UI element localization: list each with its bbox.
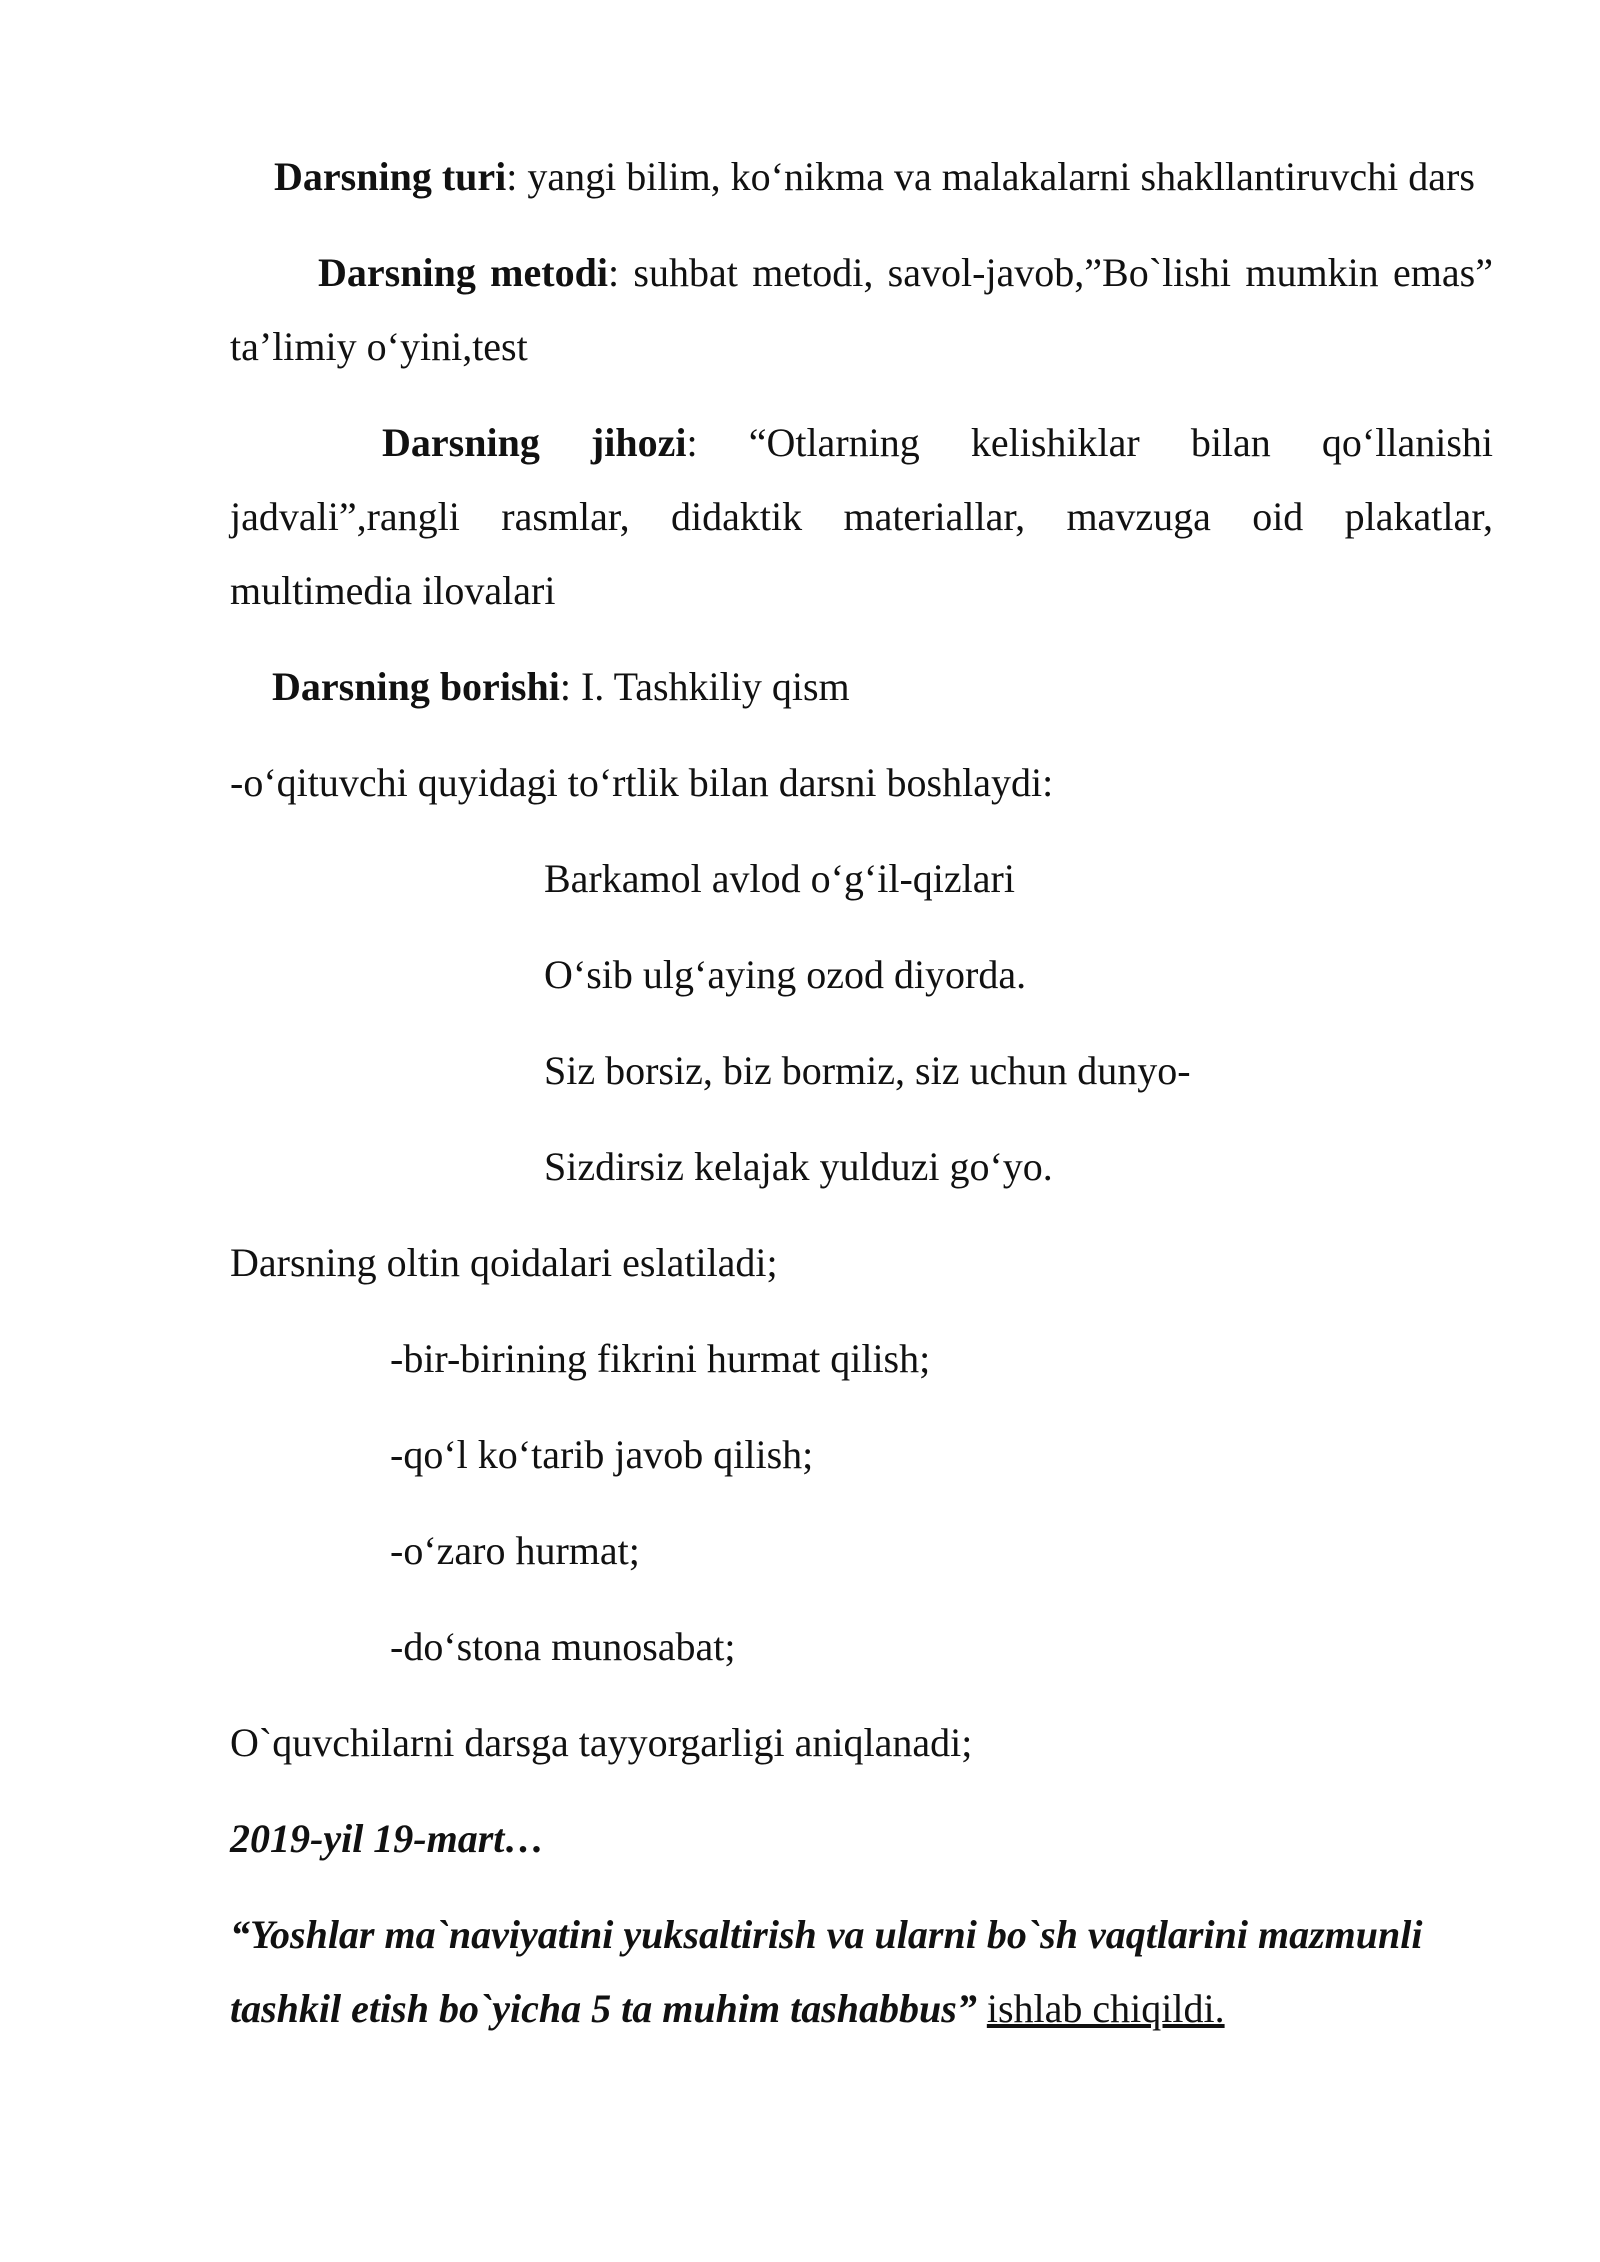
lesson-type-label: Darsning turi (274, 154, 507, 199)
poem-block (230, 842, 1493, 1204)
lesson-progress-text: : I. Tashkiliy qism (559, 664, 850, 709)
rule-item: -do‘stona munosabat; (390, 1624, 736, 1669)
teacher-intro-line: -o‘qituvchi quyidagi to‘rtlik bilan darsni boshlaydi: (230, 760, 1054, 805)
poem-line: Barkamol avlod o‘g‘il-qizlari (544, 856, 1015, 901)
lesson-equipment-paragraph (230, 406, 1493, 628)
lesson-method-label: Darsning metodi (318, 250, 608, 295)
lesson-type-paragraph (230, 140, 1493, 214)
poem-line: Sizdirsiz kelajak yulduzi go‘yo. (544, 1144, 1053, 1189)
rule-item: -qo‘l ko‘tarib javob qilish; (390, 1432, 814, 1477)
initiative-paragraph (230, 1898, 1493, 2046)
lesson-progress-paragraph (230, 650, 1493, 724)
date-line: 2019-yil 19-mart… (230, 1816, 545, 1861)
rule-item: -bir-birining fikrini hurmat qilish; (390, 1336, 931, 1381)
lesson-method-paragraph (230, 236, 1493, 384)
poem-line: Siz borsiz, biz bormiz, siz uchun dunyo- (544, 1048, 1191, 1093)
lesson-type-text: : yangi bilim, ko‘nikma va malakalarni shakllantiruvchi dars (506, 154, 1475, 199)
lesson-equipment-label: Darsning jihozi (382, 420, 687, 465)
lesson-method-text: : suhbat metodi, savol-javob,”Bo`lishi mumkin emas” ta’limiy o‘yini,test (230, 250, 1493, 369)
initiative-underlined-text: ishlab chiqildi. (986, 1986, 1225, 2031)
lesson-equipment-text: : “Otlarning kelishiklar bilan qo‘llanishi jadvali”,rangli rasmlar, didaktik materiallar, mavzuga oid plakatlar, multimedia ilovalari (230, 420, 1493, 613)
lesson-progress-label: Darsning borishi (272, 664, 560, 709)
rule-item: -o‘zaro hurmat; (390, 1528, 640, 1573)
initiative-bold-text: “Yoshlar ma`naviyatini yuksaltirish va ularni bo`sh vaqtlarini mazmunli tashkil etish bo`yicha 5 ta muhim tashabbus” (230, 1912, 1423, 2031)
document-page (230, 140, 1493, 2046)
poem-line: O‘sib ulg‘aying ozod diyorda. (544, 952, 1027, 997)
rules-intro-line: Darsning oltin qoidalari eslatiladi; (230, 1240, 778, 1285)
readiness-line: O`quvchilarni darsga tayyorgarligi aniqlanadi; (230, 1720, 973, 1765)
rules-list (230, 1322, 1493, 1684)
